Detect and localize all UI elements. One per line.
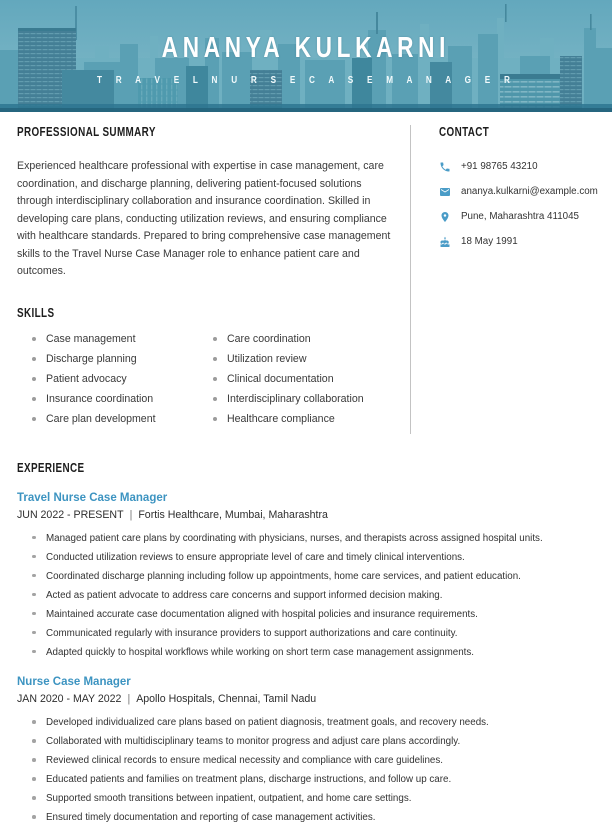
meta-separator: | xyxy=(127,693,131,705)
contact-item-email xyxy=(439,186,598,198)
experience-heading: EXPERIENCE xyxy=(17,459,85,475)
skill-item: Case management xyxy=(32,334,213,345)
job-entry xyxy=(17,675,596,824)
skills-column-1 xyxy=(32,334,213,434)
contact-item-phone xyxy=(439,161,598,173)
skills-section xyxy=(17,306,394,434)
job-bullet-list xyxy=(32,533,596,659)
job-entry xyxy=(17,491,596,659)
job-bullet: Adapted quickly to hospital workflows while working on short term case management assignments. xyxy=(32,647,596,659)
top-columns xyxy=(0,125,612,434)
contact-location-text: Pune, Maharashtra 411045 xyxy=(461,211,580,222)
job-bullet: Educated patients and families on treatment plans, discharge instructions, and follow up care. xyxy=(32,774,596,786)
header-banner xyxy=(0,0,612,112)
location-icon xyxy=(439,211,451,223)
contact-phone-text[interactable]: +91 98765 43210 xyxy=(461,161,538,172)
left-column xyxy=(0,125,410,434)
summary-heading: PROFESSIONAL SUMMARY xyxy=(17,124,156,139)
email-icon xyxy=(439,186,451,198)
job-company: Fortis Healthcare, Mumbai, Maharashtra xyxy=(138,508,328,521)
contact-email-text[interactable]: ananya.kulkarni@example.com xyxy=(461,186,598,197)
person-name: ANANYA KULKARNI xyxy=(161,32,451,64)
job-title: Nurse Case Manager xyxy=(17,676,131,688)
summary-text: Experienced healthcare professional with expertise in case management, care coordination, and discharge planning, delivering patient-focused solutions through interdisciplinary collaboration and insurance coordination. Skilled in developing care plans, conducting utilization reviews, and ensuring compliance with healthcare standards. Prepared to bring comprehensive case management skills to the Travel Nurse Case Manager role to enhance patient care and outcomes. xyxy=(17,160,391,277)
skill-item: Care coordination xyxy=(213,334,364,345)
contact-column xyxy=(410,125,612,434)
job-title-subtitle: T R A V E L N U R S E C A S E M A N A G E R xyxy=(96,75,516,86)
skill-item: Insurance coordination xyxy=(32,394,213,405)
job-bullet-list xyxy=(32,717,596,824)
job-bullet: Conducted utilization reviews to ensure appropriate level of care and timely clinical interventions. xyxy=(32,552,596,564)
skill-item: Utilization review xyxy=(213,354,364,365)
contact-list xyxy=(439,161,598,248)
skill-item: Healthcare compliance xyxy=(213,414,364,425)
skill-item: Patient advocacy xyxy=(32,374,213,385)
job-bullet: Acted as patient advocate to address care concerns and support informed decision making. xyxy=(32,590,596,602)
job-bullet: Communicated regularly with insurance providers to support authorizations and care continuity. xyxy=(32,628,596,640)
contact-item-location xyxy=(439,211,598,223)
job-title: Travel Nurse Case Manager xyxy=(17,491,168,504)
job-meta xyxy=(17,692,596,706)
job-company: Apollo Hospitals, Chennai, Tamil Nadu xyxy=(136,693,317,705)
experience-section xyxy=(0,461,612,824)
job-bullet: Supported smooth transitions between inpatient, outpatient, and home care settings. xyxy=(32,793,596,805)
job-bullet: Collaborated with multidisciplinary teams to monitor progress and adjust care plans accordingly. xyxy=(32,736,596,748)
contact-heading: CONTACT xyxy=(439,124,490,139)
phone-icon xyxy=(439,161,451,173)
birthday-icon xyxy=(439,236,451,248)
skill-item: Care plan development xyxy=(32,414,213,425)
job-bullet: Managed patient care plans by coordinating with physicians, nurses, and therapists across assigned hospital units. xyxy=(32,533,596,545)
job-bullet: Developed individualized care plans based on patient diagnosis, treatment goals, and recovery needs. xyxy=(32,717,596,729)
job-bullet: Coordinated discharge planning including follow up appointments, home care services, and patient education. xyxy=(32,571,596,583)
skill-item: Clinical documentation xyxy=(213,374,364,385)
contact-birthday-text: 18 May 1991 xyxy=(461,236,518,247)
job-dates: JUN 2022 - PRESENT xyxy=(17,508,124,521)
meta-separator: | xyxy=(129,508,133,521)
job-meta xyxy=(17,508,596,522)
skills-column-2 xyxy=(213,334,364,434)
job-dates: JAN 2020 - MAY 2022 xyxy=(17,693,122,705)
job-bullet: Maintained accurate case documentation aligned with hospital policies and insurance requirements. xyxy=(32,609,596,621)
contact-item-birthday xyxy=(439,236,598,248)
skill-item: Interdisciplinary collaboration xyxy=(213,394,364,405)
job-bullet: Ensured timely documentation and reporting of case management activities. xyxy=(32,812,596,824)
job-bullet: Reviewed clinical records to ensure medical necessity and compliance with care guidelines. xyxy=(32,755,596,767)
skill-item: Discharge planning xyxy=(32,354,213,365)
skills-heading: SKILLS xyxy=(17,304,55,320)
